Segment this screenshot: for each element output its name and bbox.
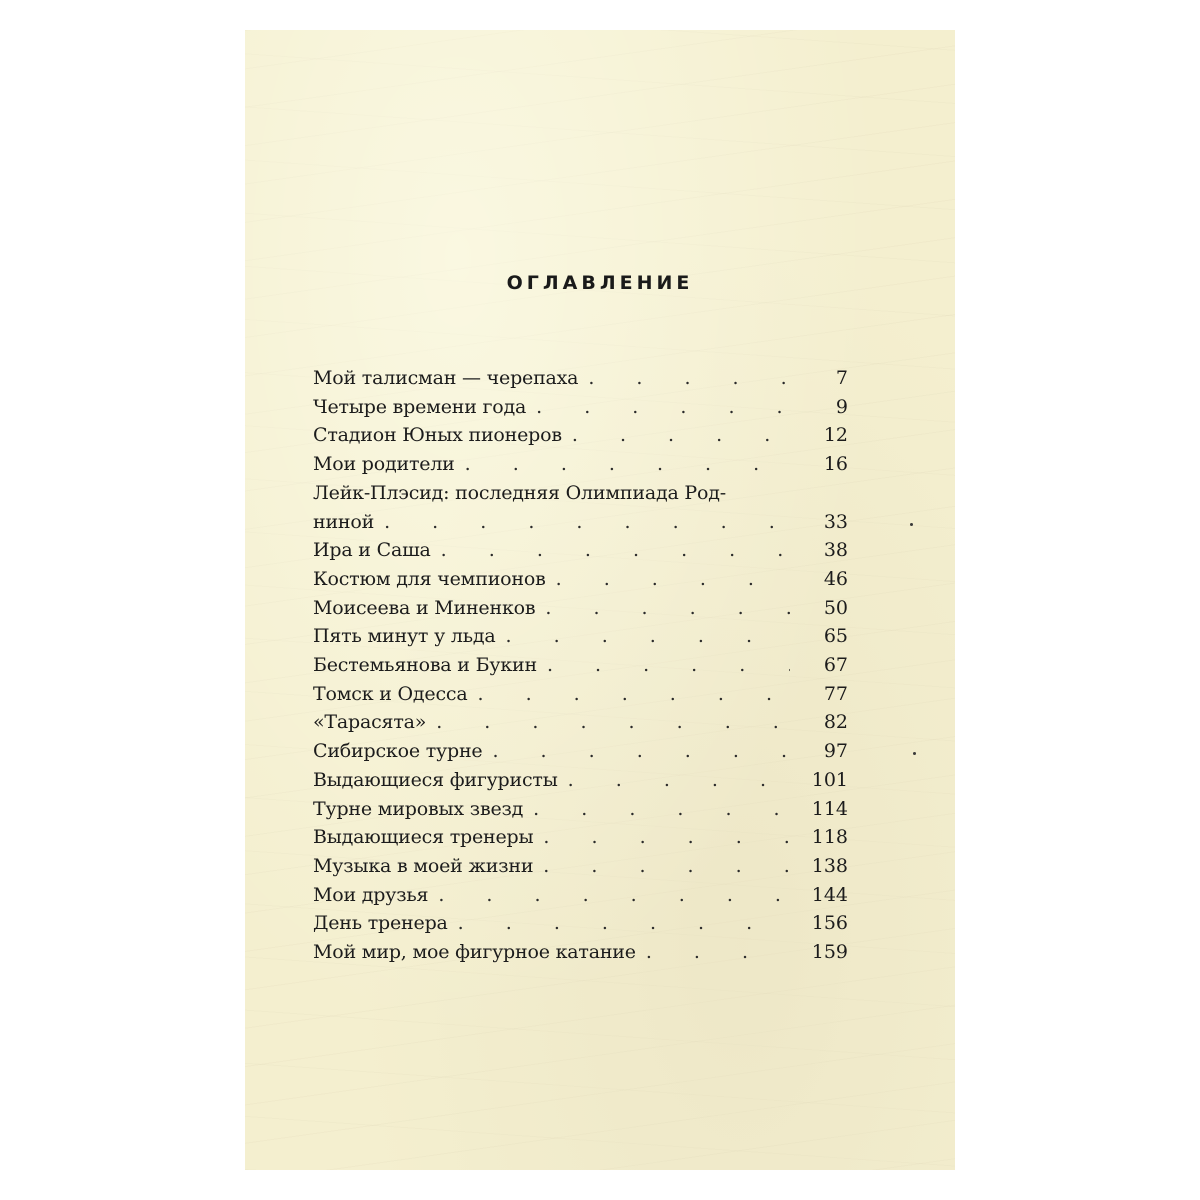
toc-entry-title: Музыка в моей жизни <box>313 854 534 877</box>
dot-leader <box>556 565 790 594</box>
toc-entry-page: 33 <box>823 510 848 533</box>
toc-entry-title: Мой мир, мое фигурное катание <box>313 941 636 964</box>
dot-leader <box>536 393 790 422</box>
dot-leader <box>545 594 790 623</box>
dot-leader <box>458 909 790 938</box>
toc-entry-title: «Тарасята» <box>313 711 427 734</box>
toc-entry-title: Мои друзья <box>313 883 429 906</box>
toc-entry-page: 38 <box>823 539 848 562</box>
toc-entry-page: 159 <box>811 941 848 964</box>
paper-speck <box>913 752 916 755</box>
toc-entry-page: 77 <box>823 682 848 705</box>
toc-entry-page: 101 <box>811 768 848 791</box>
dot-leader <box>465 450 790 479</box>
toc-entry-title: Турне мировых звезд <box>313 797 524 820</box>
toc-entry <box>313 622 848 651</box>
dot-leader <box>477 680 790 709</box>
toc-entry-title-line1: Лейк-Плэсид: последняя Олимпиада Род- <box>313 481 726 504</box>
toc-entry-title: Томск и Одесса <box>313 682 468 705</box>
toc-entry-title: Ира и Саша <box>313 539 431 562</box>
toc-entry <box>313 795 848 824</box>
toc-entry-page: 82 <box>823 711 848 734</box>
toc-entry-page: 16 <box>823 453 848 476</box>
toc-entry <box>313 708 848 737</box>
toc-entry-title: Мой талисман — черепаха <box>313 367 579 389</box>
dot-leader <box>588 364 790 393</box>
toc-entry-page: 7 <box>835 367 848 389</box>
book-page <box>245 30 955 1170</box>
toc-entry <box>313 852 848 881</box>
toc-entry-title: Мои родители <box>313 453 455 476</box>
toc-entry-page: 9 <box>835 395 848 418</box>
toc-entry <box>313 536 848 565</box>
toc-entry <box>313 881 848 910</box>
table-of-contents <box>313 364 848 967</box>
toc-entry-title: Костюм для чемпионов <box>313 567 546 590</box>
dot-leader <box>543 823 790 852</box>
toc-entry-title: Выдающиеся тренеры <box>313 826 534 849</box>
dot-leader <box>547 651 790 680</box>
toc-entry <box>313 651 848 680</box>
toc-entry-page: 118 <box>811 826 848 849</box>
toc-entry <box>313 938 848 967</box>
toc-entry-page: 138 <box>811 854 848 877</box>
toc-entry <box>313 594 848 623</box>
dot-leader <box>646 938 790 967</box>
toc-entry-title: Моисеева и Миненков <box>313 596 536 619</box>
dot-leader <box>533 795 790 824</box>
paper-speck <box>910 523 913 526</box>
toc-entry-page: 97 <box>823 740 848 763</box>
dot-leader <box>438 881 790 910</box>
dot-leader <box>568 766 790 795</box>
toc-entry-page: 12 <box>823 424 848 447</box>
toc-entry-title: Сибирское турне <box>313 740 483 763</box>
dot-leader <box>384 508 790 537</box>
toc-entry-page: 114 <box>811 797 848 820</box>
toc-entry-title: Выдающиеся фигуристы <box>313 768 558 791</box>
toc-entry <box>313 823 848 852</box>
toc-entry-page: 65 <box>823 625 848 648</box>
page-title: ОГЛАВЛЕНИЕ <box>506 272 694 294</box>
toc-entry-page: 156 <box>811 912 848 935</box>
dot-leader <box>506 622 790 651</box>
toc-entry <box>313 909 848 938</box>
dot-leader <box>436 708 790 737</box>
toc-entry-title: Четыре времени года <box>313 395 527 418</box>
dot-leader <box>492 737 790 766</box>
toc-entry-page: 46 <box>823 567 848 590</box>
toc-entry-title: День тренера <box>313 912 448 935</box>
toc-entry <box>313 421 848 450</box>
toc-entry <box>313 680 848 709</box>
toc-entry-page: 50 <box>823 596 848 619</box>
dot-leader <box>441 536 790 565</box>
toc-entry <box>313 737 848 766</box>
toc-entry <box>313 393 848 422</box>
toc-entry <box>313 364 848 393</box>
toc-entry <box>313 450 848 479</box>
dot-leader <box>572 421 790 450</box>
toc-entry-title: ниной <box>313 510 375 533</box>
toc-entry <box>313 565 848 594</box>
toc-entry-title: Бестемьянова и Букин <box>313 654 537 677</box>
toc-entry-title: Стадион Юных пионеров <box>313 424 562 447</box>
toc-entry <box>313 766 848 795</box>
toc-entry-title: Пять минут у льда <box>313 625 496 648</box>
toc-entry-page: 144 <box>811 883 848 906</box>
dot-leader <box>543 852 790 881</box>
toc-entry-page: 67 <box>823 654 848 677</box>
toc-entry <box>313 479 848 536</box>
